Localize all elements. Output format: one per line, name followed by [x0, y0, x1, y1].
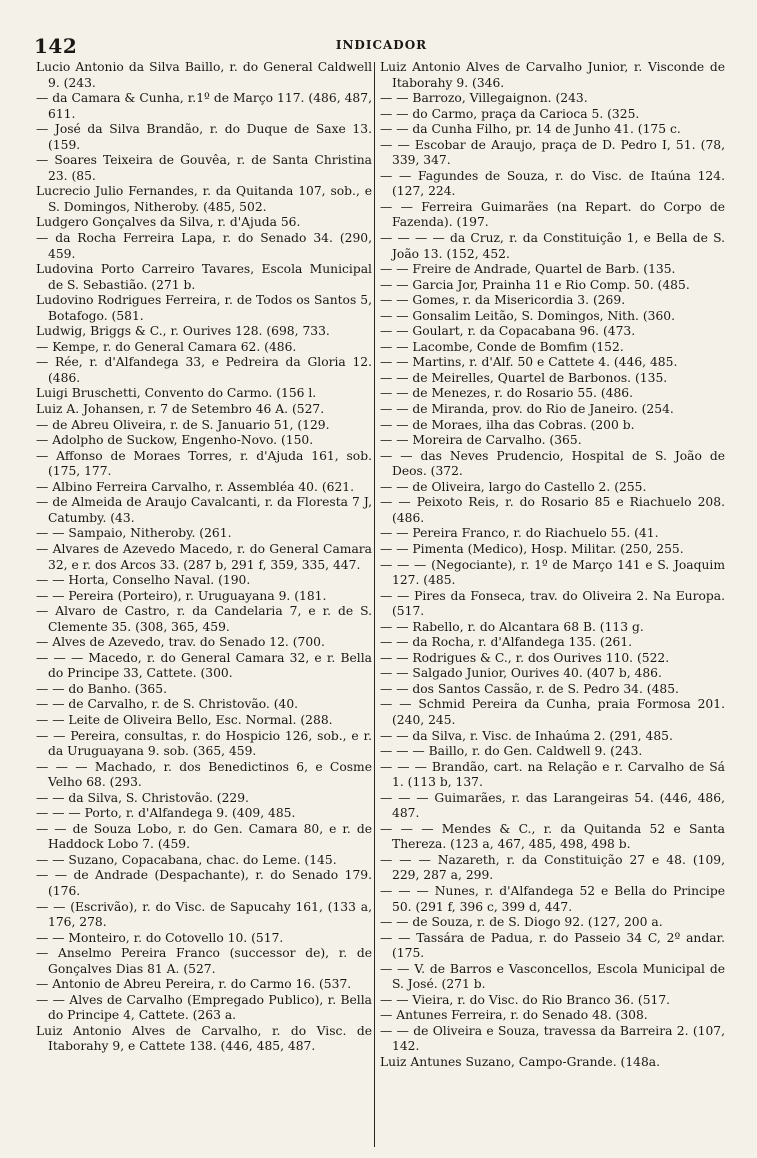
directory-entry: Ludovino Rodrigues Ferreira, r. de Todos os Santos 5, Botafogo. (581.	[36, 293, 372, 323]
directory-entry: — — — Mendes & C., r. da Quitanda 52 e Santa Thereza. (123 a, 467, 485, 498, 498 b.	[380, 821, 725, 852]
directory-entry: — — Barrozo, Villegaignon. (243.	[380, 91, 588, 106]
directory-entry: — Albino Ferreira Carvalho, r. Assembléa 40. (621.	[36, 479, 354, 494]
directory-entry: — Affonso de Moraes Torres, r. d'Ajuda 161, sob. (175, 177.	[36, 448, 372, 479]
directory-entry: — — (Escrivão), r. do Visc. de Sapucahy 161, (133 a, 176, 278.	[36, 899, 372, 930]
directory-entry: — — Fagundes de Souza, r. do Visc. de Itaúna 124. (127, 224.	[380, 168, 725, 199]
directory-entry: — — Moreira de Carvalho. (365.	[380, 433, 582, 448]
directory-entry: — — — Machado, r. dos Benedictinos 6, e Cosme Velho 68. (293.	[36, 759, 372, 790]
directory-entry: — — Rabello, r. do Alcantara 68 B. (113 g.	[380, 619, 644, 634]
directory-entry: — — do Carmo, praça da Carioca 5. (325.	[380, 106, 640, 121]
directory-entry: Luiz Antunes Suzano, Campo-Grande. (148a.	[380, 1055, 661, 1069]
directory-entry: — — — Nazareth, r. da Constituição 27 e 48. (109, 229, 287 a, 299.	[380, 852, 725, 883]
directory-entry: — Anselmo Pereira Franco (successor de), r. de Gonçalves Dias 81 A. (527.	[36, 946, 372, 976]
directory-entry: — — da Silva, r. Visc. de Inhaúma 2. (291, 485.	[380, 728, 673, 743]
directory-entry: — da Rocha Ferreira Lapa, r. do Senado 34. (290, 459.	[36, 231, 372, 261]
directory-entry: — — Gonsalim Leitão, S. Domingos, Nith. (360.	[380, 308, 676, 323]
directory-entry: — Rée, r. d'Alfandega 33, e Pedreira da Gloria 12. (486.	[36, 355, 372, 385]
directory-entry: — — dos Santos Cassão, r. de S. Pedro 34. (485.	[380, 681, 679, 696]
directory-entry: — — Horta, Conselho Naval. (190.	[36, 573, 251, 588]
directory-entry: — — Salgado Junior, Ourives 40. (407 b, 486.	[380, 666, 662, 681]
directory-entry: — — — Guimarães, r. das Larangeiras 54. (446, 486, 487.	[380, 790, 725, 821]
directory-entry: Ludovina Porto Carreiro Tavares, Escola Municipal de S. Sebastião. (271 b.	[36, 262, 372, 292]
directory-entry: — — Pereira, consultas, r. do Hospicio 126, sob., e r. da Uruguayana 9. sob. (365, 459.	[36, 728, 372, 759]
directory-entry: — — Leite de Oliveira Bello, Esc. Normal. (288.	[36, 712, 333, 727]
directory-entry: — — Garcia Jor, Prainha 11 e Rio Comp. 50. (485.	[380, 277, 690, 292]
directory-entry: Ludwig, Briggs & C., r. Ourives 128. (698, 733.	[36, 324, 330, 339]
page-number: 142	[34, 34, 78, 58]
directory-entry: — — de Oliveira, largo do Castello 2. (255.	[380, 479, 647, 494]
directory-entry: Luigi Bruschetti, Convento do Carmo. (156 l.	[36, 386, 317, 401]
directory-entry: — Alves de Azevedo, trav. do Senado 12. (700.	[36, 635, 325, 650]
directory-entry: Luiz Antonio Alves de Carvalho Junior, r. Visconde de Itaborahy 9. (346.	[380, 60, 725, 90]
left-column	[36, 60, 372, 1150]
directory-entry: — — Vieira, r. do Visc. do Rio Branco 36. (517.	[380, 992, 671, 1007]
directory-entry: — — V. de Barros e Vasconcellos, Escola Municipal de S. José. (271 b.	[380, 961, 725, 992]
directory-entry: — — de Meirelles, Quartel de Barbonos. (135.	[380, 370, 668, 385]
directory-entry: — Antonio de Abreu Pereira, r. do Carmo 16. (537.	[36, 977, 352, 992]
directory-entry: — de Almeida de Araujo Cavalcanti, r. da Floresta 7 J, Catumby. (43.	[36, 495, 372, 525]
directory-entry: Lucio Antonio da Silva Baillo, r. do General Caldwell 9. (243.	[36, 60, 372, 90]
directory-entry: — José da Silva Brandão, r. do Duque de Saxe 13. (159.	[36, 122, 372, 152]
directory-entry: — — — — da Cruz, r. da Constituição 1, e Bella de S. João 13. (152, 452.	[380, 231, 725, 261]
directory-entry: — — — Baillo, r. do Gen. Caldwell 9. (243.	[380, 744, 643, 759]
directory-entry: — — da Cunha Filho, pr. 14 de Junho 41. (175 c.	[380, 122, 681, 137]
directory-entry: Ludgero Gonçalves da Silva, r. d'Ajuda 56.	[36, 215, 301, 230]
directory-entry: — — Monteiro, r. do Cotovello 10. (517.	[36, 930, 284, 945]
directory-entry: — — de Souza Lobo, r. do Gen. Camara 80, e r. de Haddock Lobo 7. (459.	[36, 821, 372, 852]
directory-entry: — — Alves de Carvalho (Empregado Publico), r. Bella do Principe 4, Cattete. (263 a.	[36, 992, 372, 1023]
directory-entry: — — Sampaio, Nitheroby. (261.	[36, 526, 232, 541]
directory-entry: — — de Souza, r. de S. Diogo 92. (127, 200 a.	[380, 915, 663, 930]
page-header	[34, 34, 729, 58]
directory-entry: — — — (Negociante), r. 1º de Março 141 e S. Joaquim 127. (485.	[380, 557, 725, 588]
directory-entry: — — de Menezes, r. do Rosario 55. (486.	[380, 386, 634, 401]
directory-entry: — Kempe, r. do General Camara 62. (486.	[36, 339, 297, 354]
directory-entry: — — Escobar de Araujo, praça de D. Pedro I, 51. (78, 339, 347.	[380, 137, 725, 168]
directory-entry: — — Goulart, r. da Copacabana 96. (473.	[380, 324, 636, 339]
directory-entry: — Soares Teixeira de Gouvêa, r. de Santa Christina 23. (85.	[36, 153, 372, 183]
directory-entry: — — Gomes, r. da Misericordia 3. (269.	[380, 293, 626, 308]
directory-entry: — — Pereira (Porteiro), r. Uruguayana 9. (181.	[36, 588, 327, 603]
directory-entry: — — Suzano, Copacabana, chac. do Leme. (145.	[36, 852, 337, 867]
directory-entry: — — Martins, r. d'Alf. 50 e Cattete 4. (446, 485.	[380, 355, 678, 370]
page-title: INDICADOR	[335, 38, 428, 52]
directory-entry: — — de Moraes, ilha das Cobras. (200 b.	[380, 417, 635, 432]
directory-entry: — — Lacombe, Conde de Bomfim (152.	[380, 339, 624, 354]
directory-entry: — — — Porto, r. d'Alfandega 9. (409, 485.	[36, 806, 296, 821]
directory-entry: Luiz Antonio Alves de Carvalho, r. do Visc. de Itaborahy 9, e Cattete 138. (446, 485, 487.	[36, 1023, 372, 1054]
directory-entry: — — da Silva, S. Christovão. (229.	[36, 790, 249, 805]
directory-entry: — Antunes Ferreira, r. do Senado 48. (308.	[380, 1008, 648, 1023]
right-column	[380, 60, 725, 1150]
directory-entry: Lucrecio Julio Fernandes, r. da Quitanda 107, sob., e S. Domingos, Nitheroby. (485, 502.	[36, 184, 372, 214]
directory-entry: — — Tassára de Padua, r. do Passeio 34 C, 2º andar. (175.	[380, 930, 725, 961]
directory-entry: — — de Carvalho, r. de S. Christovão. (40.	[36, 697, 299, 712]
directory-entry: — — Pereira Franco, r. do Riachuelo 55. (41.	[380, 526, 659, 541]
directory-entry: — Alvares de Azevedo Macedo, r. do General Camara 32, e r. dos Arcos 33. (287 b, 291 f, 359, 335, 447.	[36, 541, 372, 572]
directory-entry: — — do Banho. (365.	[36, 681, 167, 696]
directory-entry: — — Peixoto Reis, r. do Rosario 85 e Riachuelo 208. (486.	[380, 495, 725, 525]
directory-entry: — Alvaro de Castro, r. da Candelaria 7, e r. de S. Clemente 35. (308, 365, 459.	[36, 604, 372, 634]
directory-entry: — — Schmid Pereira da Cunha, praia Formosa 201. (240, 245.	[380, 697, 725, 727]
directory-entry: — — Ferreira Guimarães (na Repart. do Corpo de Fazenda). (197.	[380, 199, 725, 230]
directory-entry: — Adolpho de Suckow, Engenho-Novo. (150.	[36, 433, 314, 448]
directory-entry: — — de Andrade (Despachante), r. do Senado 179. (176.	[36, 868, 372, 898]
directory-entry: — de Abreu Oliveira, r. de S. Januario 51, (129.	[36, 417, 330, 432]
directory-entry: — — de Miranda, prov. do Rio de Janeiro. (254.	[380, 402, 674, 417]
directory-entry: — — — Brandão, cart. na Relação e r. Carvalho de Sá 1. (113 b, 137.	[380, 759, 725, 790]
directory-entry: — da Camara & Cunha, r.1º de Março 117. (486, 487, 611.	[36, 91, 372, 121]
directory-entry: — — Pires da Fonseca, trav. do Oliveira 2. Na Europa. (517.	[380, 588, 725, 619]
directory-entry: — — Freire de Andrade, Quartel de Barb. (135.	[380, 262, 676, 277]
directory-entry: Luiz A. Johansen, r. 7 de Setembro 46 A. (527.	[36, 402, 325, 417]
directory-entry: — — da Rocha, r. d'Alfandega 135. (261.	[380, 635, 633, 650]
directory-entry: — — de Oliveira e Souza, travessa da Barreira 2. (107, 142.	[380, 1023, 725, 1054]
column-divider	[374, 62, 375, 1147]
directory-entry: — — das Neves Prudencio, Hospital de S. João de Deos. (372.	[380, 448, 725, 479]
directory-entry: — — — Nunes, r. d'Alfandega 52 e Bella do Principe 50. (291 f, 396 c, 399 d, 447.	[380, 883, 725, 914]
directory-entry: — — Pimenta (Medico), Hosp. Militar. (250, 255.	[380, 541, 684, 556]
directory-entry: — — — Macedo, r. do General Camara 32, e r. Bella do Principe 33, Cattete. (300.	[36, 650, 372, 681]
directory-entry: — — Rodrigues & C., r. dos Ourives 110. (522.	[380, 650, 670, 665]
